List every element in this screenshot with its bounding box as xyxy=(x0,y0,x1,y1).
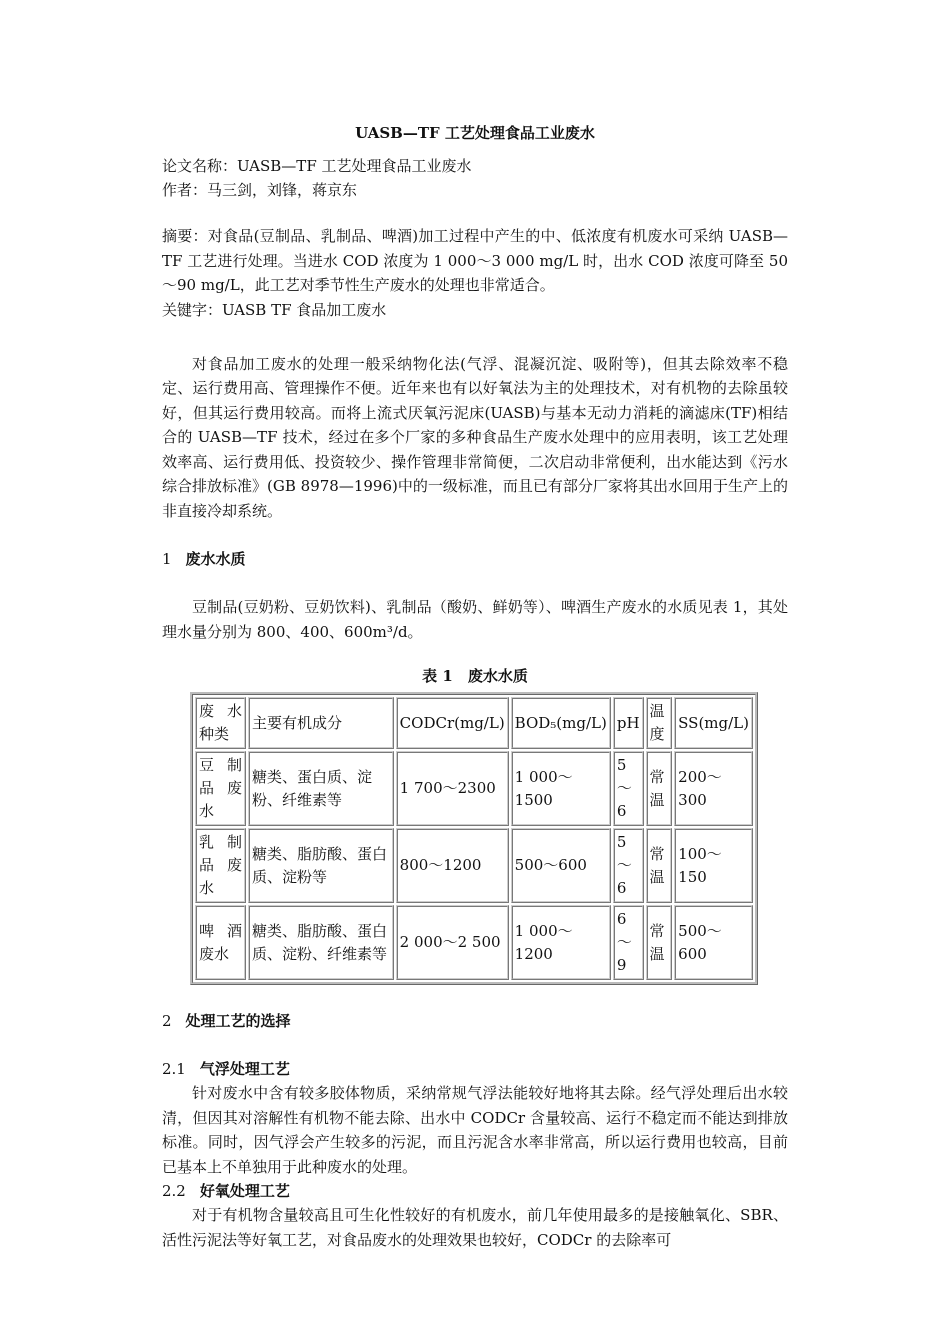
spacer xyxy=(162,202,788,224)
spacer xyxy=(162,523,788,547)
table-cell: 1 000～1200 xyxy=(511,905,611,980)
table-cell: 500～600 xyxy=(674,905,753,980)
section-1-text: 豆制品(豆奶粉、豆奶饮料)、乳制品（酸奶、鲜奶等）、啤酒生产废水的水质见表 1，其处理水量分别为 800、400、600m³/d。 xyxy=(162,598,788,641)
authors: 作者：马三剑，刘锋，蒋京东 xyxy=(162,181,358,199)
table-cell: 200～300 xyxy=(674,751,753,826)
document-page xyxy=(162,122,788,1252)
section-number: 2.2 xyxy=(162,1182,186,1200)
keywords: 关键字：UASB TF 食品加工废水 xyxy=(162,300,387,319)
table-cell: 500～600 xyxy=(511,828,611,903)
section-number: 2.1 xyxy=(162,1060,186,1078)
table-cell: 6～9 xyxy=(613,905,644,980)
section-number: 2 xyxy=(162,1012,172,1030)
table-cell: 糖类、蛋白质、淀粉、纤维素等 xyxy=(248,751,394,826)
table-cell: 乳制品废水 xyxy=(195,828,246,903)
spacer xyxy=(162,644,788,664)
paper-name: 论文名称：UASB—TF 工艺处理食品工业废水 xyxy=(162,157,472,175)
table-cell: 啤酒废水 xyxy=(195,905,246,980)
table-cell: 100～150 xyxy=(674,828,753,903)
table-cell: 糖类、脂肪酸、蛋白质、淀粉等 xyxy=(248,828,394,903)
table-cell: 常温 xyxy=(646,751,673,826)
table-cell: 常温 xyxy=(646,905,673,980)
spacer xyxy=(162,571,788,595)
document-title: UASB—TF 工艺处理食品工业废水 xyxy=(355,124,595,142)
table-cell: 豆制品废水 xyxy=(195,751,246,826)
table-cell: 糖类、脂肪酸、蛋白质、淀粉、纤维素等 xyxy=(248,905,394,980)
table-row xyxy=(195,751,753,826)
header-cell: pH xyxy=(613,697,644,749)
section-title: 好氧处理工艺 xyxy=(199,1182,290,1200)
water-quality-table xyxy=(190,692,758,985)
spacer xyxy=(162,322,788,352)
section-title: 气浮处理工艺 xyxy=(199,1060,290,1078)
section-2-heading xyxy=(162,1009,788,1033)
header-cell: SS(mg/L) xyxy=(674,697,753,749)
table-cell: 800～1200 xyxy=(396,828,509,903)
section-2-1-heading xyxy=(162,1057,788,1081)
section-title: 废水水质 xyxy=(185,550,246,568)
table-cell: 5～6 xyxy=(613,828,644,903)
table-row xyxy=(195,905,753,980)
header-cell: BOD₅(mg/L) xyxy=(511,697,611,749)
header-cell: CODCr(mg/L) xyxy=(396,697,509,749)
spacer xyxy=(162,985,788,1009)
table-cell: 常温 xyxy=(646,828,673,903)
section-2-2-heading xyxy=(162,1179,788,1203)
table-cell: 5～6 xyxy=(613,751,644,826)
intro-paragraph: 对食品加工废水的处理一般采纳物化法(气浮、混凝沉淀、吸附等)，但其去除效率不稳定、运行费用高、管理操作不便。近年来也有以好氧法为主的处理技术，对有机物的去除虽较好，但其运行费用较高。而将上流式厌氧污泥床(UASB)与基本无动力消耗的滴滤床(TF)相结合的 UASB—TF 技术，经过在多个厂家的多种食品生产废水处理中的应用表明，该工艺处理效率高、运行费用低、投资较少、操作管理非常简便，二次启动非常便利，出水能达到《污水综合排放标准》(GB 8978—1996)中的一级标准，而且已有部分厂家将其出水回用于生产上的非直接冷却系统。 xyxy=(162,354,788,520)
section-2-1-text: 针对废水中含有较多胶体物质，采纳常规气浮法能较好地将其去除。经气浮处理后出水较清，但因其对溶解性有机物不能去除、出水中 CODCr 含量较高、运行不稳定而不能达到排放标准。同时，因气浮会产生较多的污泥，而且污泥含水率非常高，所以运行费用也较高，目前已基本上不单独用于此种废水的处理。 xyxy=(162,1084,788,1176)
table-caption: 表 1 废水水质 xyxy=(422,667,528,685)
table-cell: 2 000～2 500 xyxy=(396,905,509,980)
header-cell: 废水种类 xyxy=(195,697,246,749)
table-cell: 1 700～2300 xyxy=(396,751,509,826)
section-2-2-text: 对于有机物含量较高且可生化性较好的有机废水，前几年使用最多的是接触氧化、SBR、活性污泥法等好氧工艺，对食品废水的处理效果也较好，CODCr 的去除率可 xyxy=(162,1206,788,1249)
abstract: 摘要：对食品(豆制品、乳制品、啤酒)加工过程中产生的中、低浓度有机废水可采纳 UASB—TF 工艺进行处理。当进水 COD 浓度为 1 000～3 000 mg/L 时，出水 COD 浓度可降至 50～90 mg/L，此工艺对季节性生产废水的处理也非常适合。 xyxy=(162,227,788,294)
table-row xyxy=(195,828,753,903)
section-number: 1 xyxy=(162,550,172,568)
table-header-row xyxy=(195,697,753,749)
spacer xyxy=(162,1033,788,1057)
header-cell: 温度 xyxy=(646,697,673,749)
table-cell: 1 000～1500 xyxy=(511,751,611,826)
header-cell: 主要有机成分 xyxy=(248,697,394,749)
section-title: 处理工艺的选择 xyxy=(185,1012,291,1030)
section-1-heading xyxy=(162,547,788,571)
